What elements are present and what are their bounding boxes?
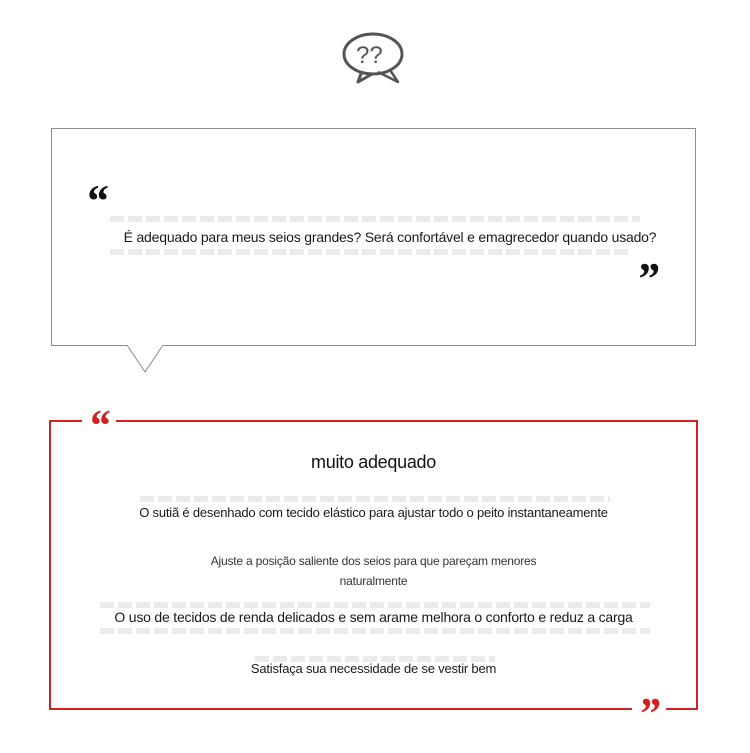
question-text: É adequado para meus seios grandes? Será confortável e emagrecedor quando usado? [123,229,657,245]
faded-text-artifact [140,496,610,502]
faded-text-artifact [110,249,630,255]
faded-text-artifact [100,628,650,634]
answer-title: muito adequado [311,452,436,472]
svg-text:??: ?? [356,42,383,69]
answer-line [49,551,698,591]
answer-line-part: Ajuste a posição saliente dos seios para que pareçam menores [210,554,537,568]
open-quote-icon: “ [85,175,108,226]
close-quote-icon: ” [632,692,666,736]
faded-text-artifact [110,216,640,222]
open-quote-icon: “ [82,404,116,448]
answer-line-part: naturalmente [339,574,408,588]
faded-text-artifact [100,602,650,608]
close-quote-icon: ” [636,253,659,304]
answer-line: O uso de tecidos de renda delicados e sem arame melhora o conforto e reduz a carga [114,609,633,625]
answer-line: Satisfaça sua necessidade de se vestir bem [250,661,497,676]
speech-bubble-tail [127,345,163,373]
question-bubble-icon [340,30,406,86]
answer-line: O sutiã é desenhado com tecido elástico para ajustar todo o peito instantaneamente [139,505,608,520]
